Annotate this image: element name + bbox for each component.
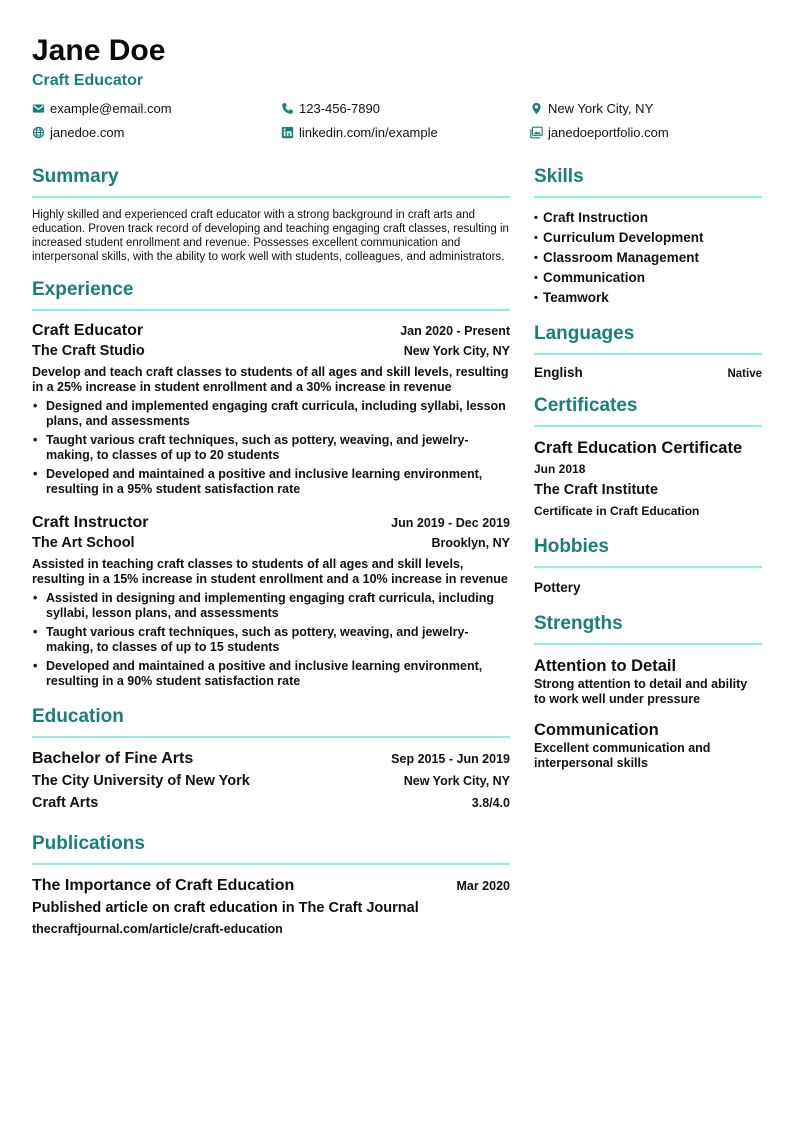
education-heading: Education [32,706,124,727]
job-description: Develop and teach craft classes to students of all ages and skill levels, resulting in a 25% increase in student enrollment and a 30% increase in revenue [32,365,509,394]
strength-description: Excellent communication and interpersonal skills [534,741,711,770]
skill-item: • Classroom Management [534,248,762,268]
resume-header [32,34,762,141]
certificate-organization: The Craft Institute [534,482,659,498]
experience-entry [32,513,510,689]
strength-title: Attention to Detail [534,657,677,675]
experience-heading: Experience [32,279,134,300]
education-degree: Bachelor of Fine Arts [32,750,194,767]
job-bullet: • Developed and maintained a positive and inclusive learning environment, resulting in a 90% student satisfaction rate [32,659,510,689]
job-bullet: • Assisted in designing and implementing engaging craft curricula, including syllabi, lesson plans, and assessments [32,591,510,621]
job-description: Assisted in teaching craft classes to students of all ages and skill levels, resulting in a 15% increase in student enrollment and a 10% increase in revenue [32,557,508,586]
education-date: Sep 2015 - Jun 2019 [391,752,510,766]
experience-section [32,278,510,689]
summary-section [32,165,510,264]
languages-heading: Languages [534,323,635,344]
left-column [32,165,510,953]
section-divider [534,566,762,568]
candidate-name: Jane Doe [32,34,166,67]
section-divider [32,736,510,738]
location-pin-icon [530,102,543,115]
experience-entry [32,321,510,497]
section-divider [534,196,762,198]
skills-list [534,208,762,308]
contact-phone-text: 123-456-7890 [299,100,380,116]
globe-icon [32,126,45,139]
contact-portfolio[interactable] [530,123,762,141]
education-gpa: 3.8/4.0 [471,796,510,810]
contact-linkedin[interactable] [281,123,530,141]
education-field: Craft Arts [32,795,99,811]
publications-section [32,832,510,939]
language-level: Native [727,368,762,380]
skill-item: • Curriculum Development [534,228,762,248]
publication-link[interactable]: thecraftjournal.com/article/craft-education [32,922,283,936]
job-bullet: • Taught various craft techniques, such as pottery, weaving, and jewelry-making, to classes of up to 15 students [32,625,510,655]
job-bullet: • Taught various craft techniques, such as pottery, weaving, and jewelry-making, to classes of up to 20 students [32,433,510,463]
summary-heading: Summary [32,166,119,187]
section-divider [32,196,510,198]
hobby-item: Pottery [534,580,581,595]
strength-description: Strong attention to detail and ability to work well under pressure [534,677,748,706]
job-title: Craft Instructor [32,514,149,531]
summary-text: Highly skilled and experienced craft educator with a strong background in craft arts and education. Proven track record of developing and teaching engaging craft classes, resulting in increased student enrollment and revenue. Possesses excellent communication and interpersonal skills, with the ability to work well with students, colleagues, and administrators. [32,209,509,263]
certificates-section [534,394,762,521]
section-divider [32,863,510,865]
contact-email[interactable] [32,99,281,117]
candidate-title: Craft Educator [32,72,144,89]
contact-location-text: New York City, NY [548,100,654,116]
job-location: New York City, NY [403,344,510,358]
job-location: Brooklyn, NY [431,536,510,550]
certificate-date: Jun 2018 [534,462,586,476]
publication-description: Published article on craft education in The Craft Journal [32,900,419,916]
linkedin-icon [281,126,294,139]
section-divider [534,353,762,355]
job-company: The Art School [32,535,135,551]
job-bullets [32,399,510,497]
skill-item: • Communication [534,268,762,288]
job-date: Jun 2019 - Dec 2019 [391,516,510,530]
education-location: New York City, NY [403,774,510,788]
contact-portfolio-text: janedoeportfolio.com [548,124,669,140]
publication-title: The Importance of Craft Education [32,877,295,894]
contact-phone[interactable] [281,99,530,117]
education-school: The City University of New York [32,773,250,789]
section-divider [32,309,510,311]
education-section [32,705,510,814]
job-bullet: • Developed and maintained a positive and inclusive learning environment, resulting in a 95% student satisfaction rate [32,467,510,497]
language-item [534,365,762,380]
section-divider [534,425,762,427]
skill-item: • Craft Instruction [534,208,762,228]
strengths-section [534,612,762,771]
skills-section [534,165,762,308]
right-column [534,165,762,953]
job-bullets [32,591,510,689]
languages-section [534,322,762,380]
job-bullet: • Designed and implemented engaging craft curricula, including syllabi, lesson plans, and assessments [32,399,510,429]
strength-title: Communication [534,721,659,739]
skill-item: • Teamwork [534,288,762,308]
job-date: Jan 2020 - Present [400,324,510,338]
job-title: Craft Educator [32,322,144,339]
resume-page [32,34,762,953]
job-company: The Craft Studio [32,343,145,359]
portfolio-icon [530,126,543,139]
publications-heading: Publications [32,833,145,854]
hobbies-heading: Hobbies [534,536,609,557]
section-divider [534,643,762,645]
certificate-description: Certificate in Craft Education [534,504,700,518]
contact-email-text: example@email.com [50,100,172,116]
certificate-title: Craft Education Certificate [534,439,743,457]
contact-location [530,99,762,117]
contact-website-text: janedoe.com [50,124,125,140]
strengths-heading: Strengths [534,613,623,634]
certificates-heading: Certificates [534,395,638,416]
contact-linkedin-text: linkedin.com/in/example [299,124,438,140]
publication-date: Mar 2020 [456,879,510,893]
language-name: English [534,365,583,380]
hobbies-section [534,535,762,598]
contact-info [32,99,762,141]
contact-website[interactable] [32,123,281,141]
skills-heading: Skills [534,166,584,187]
phone-icon [281,102,294,115]
email-icon [32,102,45,115]
resume-body [32,165,762,953]
